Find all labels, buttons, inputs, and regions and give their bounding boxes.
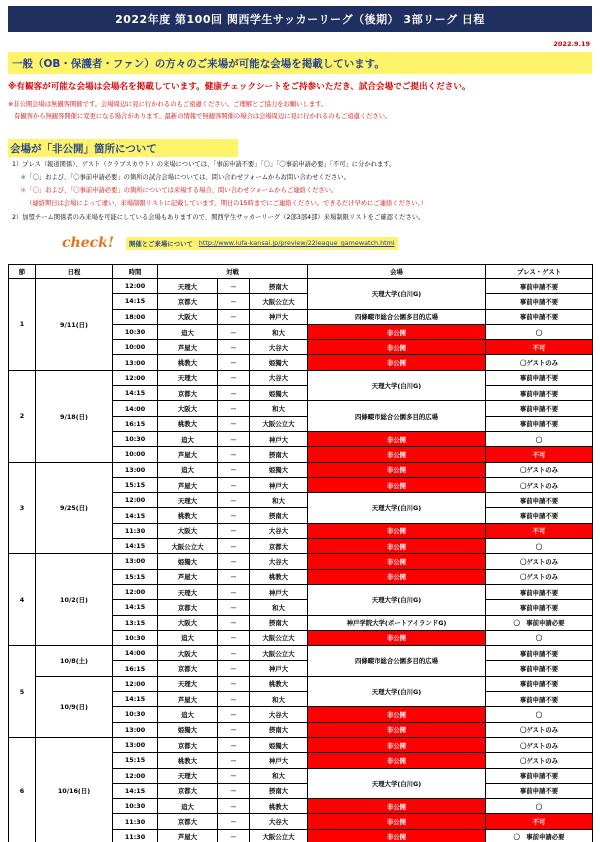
time-cell: 11:30 — [113, 523, 158, 538]
notice-spectator: ※有観客が可能な会場は会場名を掲載しています。健康チェックシートをご持参いただき、試合会場でご提出ください。 — [8, 82, 471, 92]
venue-closed: 非公開 — [308, 737, 486, 752]
time-cell: 18:00 — [113, 309, 158, 324]
venue-closed: 非公開 — [308, 431, 486, 446]
venue-closed: 非公開 — [308, 722, 486, 737]
time-cell: 14:15 — [113, 539, 158, 554]
away-team: 神戸大 — [250, 584, 308, 599]
vs-mark: － — [218, 447, 250, 462]
vs-mark: － — [218, 814, 250, 829]
check-logo: check! — [62, 235, 114, 251]
time-cell: 14:15 — [113, 508, 158, 523]
venue-closed: 非公開 — [308, 554, 486, 569]
time-cell: 11:30 — [113, 829, 158, 842]
access-cell: 〇 — [486, 431, 593, 446]
home-team: 天理大 — [158, 370, 218, 385]
date-cell: 10/16(日) — [36, 737, 113, 842]
header-venue: 会場 — [308, 265, 486, 279]
table-header-row — [9, 265, 593, 279]
home-team: 追大 — [158, 799, 218, 814]
vs-mark: － — [218, 462, 250, 477]
access-cell: 事前申請不要 — [486, 692, 593, 707]
vs-mark: － — [218, 309, 250, 324]
away-team: 摂南大 — [250, 508, 308, 523]
headline-public-venues: 一般（OB・保護者・ファン）の方々のご来場が可能な会場を掲載しています。 — [8, 52, 592, 74]
home-team: 桃教大 — [158, 355, 218, 370]
time-cell: 15:15 — [113, 569, 158, 584]
vs-mark: － — [218, 431, 250, 446]
access-cell: 事前申請不要 — [486, 279, 593, 294]
home-team: 追大 — [158, 630, 218, 645]
vs-mark: － — [218, 416, 250, 431]
away-team: 摂南大 — [250, 722, 308, 737]
away-team: 和大 — [250, 768, 308, 783]
home-team: 京都大 — [158, 294, 218, 309]
venue-closed: 非公開 — [308, 324, 486, 339]
access-cell: 〇 事前申請必要 — [486, 615, 593, 630]
time-cell: 16:15 — [113, 416, 158, 431]
table-row — [9, 462, 593, 477]
venue-closed: 非公開 — [308, 340, 486, 355]
access-cell: 〇 — [486, 324, 593, 339]
venue-closed: 非公開 — [308, 630, 486, 645]
away-team: 摂南大 — [250, 447, 308, 462]
home-team: 天理大 — [158, 493, 218, 508]
vs-mark: － — [218, 554, 250, 569]
time-cell: 13:00 — [113, 722, 158, 737]
page-title: 2022年度 第100回 関西学生サッカーリーグ（後期） 3部リーグ 日程 — [8, 6, 592, 32]
home-team: 天理大 — [158, 676, 218, 691]
home-team: 天理大 — [158, 279, 218, 294]
access-cell: 〇ゲストのみ — [486, 554, 593, 569]
home-team: 天理大 — [158, 768, 218, 783]
section-cell: 6 — [9, 737, 36, 842]
venue-cell: 神戸学院大学(ポートアイランドG) — [308, 615, 486, 630]
header-date: 日程 — [36, 265, 113, 279]
time-cell: 16:15 — [113, 661, 158, 676]
time-cell: 12:00 — [113, 584, 158, 599]
home-team: 大阪大 — [158, 523, 218, 538]
table-row — [9, 646, 593, 661]
venue-cell: 天理大学(白川G) — [308, 279, 486, 310]
access-cell: 不可 — [486, 447, 593, 462]
vs-mark: － — [218, 783, 250, 798]
away-team: 和大 — [250, 324, 308, 339]
check-label: 開催とご来場について — [129, 239, 193, 248]
access-cell: 〇 — [486, 630, 593, 645]
home-team: 芦屋大 — [158, 569, 218, 584]
vs-mark: － — [218, 768, 250, 783]
vs-mark: － — [218, 707, 250, 722]
time-cell: 10:30 — [113, 324, 158, 339]
venue-cell: 四條畷市総合公園多目的広場 — [308, 646, 486, 677]
time-cell: 10:00 — [113, 340, 158, 355]
home-team: 桃教大 — [158, 508, 218, 523]
home-team: 桃教大 — [158, 416, 218, 431]
away-team: 摂南大 — [250, 615, 308, 630]
home-team: 京都大 — [158, 386, 218, 401]
away-team: 桃教大 — [250, 569, 308, 584]
access-cell: 〇ゲストのみ — [486, 462, 593, 477]
access-cell: 〇ゲストのみ — [486, 355, 593, 370]
access-cell: 事前申請不要 — [486, 401, 593, 416]
notice-change: 有観客から無観客開催に変更になる場合があります。最新の情報で無観客開催の場合は会場周辺に見に行かれるのもご遠慮ください。 — [14, 113, 392, 120]
access-cell: 〇ゲストのみ — [486, 753, 593, 768]
home-team: 大阪公立大 — [158, 539, 218, 554]
access-cell: 不可 — [486, 340, 593, 355]
vs-mark: － — [218, 676, 250, 691]
note-1b: ＊「〇」および、「〇事前申請必要」の箇所については来場する場合、問い合わせフォームからご連絡ください。 — [20, 187, 338, 194]
time-cell: 15:15 — [113, 753, 158, 768]
vs-mark: － — [218, 493, 250, 508]
home-team: 京都大 — [158, 737, 218, 752]
vs-mark: － — [218, 600, 250, 615]
access-cell: 〇ゲストのみ — [486, 722, 593, 737]
date-cell: 9/25(日) — [36, 462, 113, 554]
away-team: 神戸大 — [250, 431, 308, 446]
home-team: 京都大 — [158, 600, 218, 615]
vs-mark: － — [218, 722, 250, 737]
venue-closed: 非公開 — [308, 523, 486, 538]
vs-mark: － — [218, 386, 250, 401]
vs-mark: － — [218, 294, 250, 309]
date-cell: 10/8(土) — [36, 646, 113, 677]
note-1: 1）プレス（報道関係）、ゲスト（クラブスカウト）の来場については、「事前申請不要」「〇」「〇事前申請必要」「不可」に分かれます。 — [12, 161, 396, 168]
venue-closed: 非公開 — [308, 569, 486, 584]
access-cell: 事前申請不要 — [486, 783, 593, 798]
document-date: 2022.9.19 — [553, 40, 590, 48]
venue-cell: 天理大学(白川G) — [308, 493, 486, 524]
access-cell: 〇 — [486, 539, 593, 554]
vs-mark: － — [218, 523, 250, 538]
vs-mark: － — [218, 370, 250, 385]
notice-closed-venue: ※非公開会場は無観客開催です。会場周辺に見に行かれるのもご遠慮ください。ご理解とご協力をお願いします。 — [8, 101, 328, 108]
venue-closed: 非公開 — [308, 753, 486, 768]
home-team: 芦屋大 — [158, 340, 218, 355]
section-cell: 2 — [9, 370, 36, 462]
time-cell: 11:30 — [113, 814, 158, 829]
vs-mark: － — [218, 753, 250, 768]
time-cell: 10:30 — [113, 707, 158, 722]
time-cell: 13:00 — [113, 554, 158, 569]
time-cell: 12:00 — [113, 493, 158, 508]
time-cell: 12:00 — [113, 279, 158, 294]
access-cell: 〇 — [486, 707, 593, 722]
home-team: 芦屋大 — [158, 692, 218, 707]
vs-mark: － — [218, 615, 250, 630]
away-team: 大阪公立大 — [250, 294, 308, 309]
venue-closed: 非公開 — [308, 477, 486, 492]
vs-mark: － — [218, 340, 250, 355]
date-cell: 10/2(日) — [36, 554, 113, 646]
home-team: 大阪大 — [158, 309, 218, 324]
away-team: 摂南大 — [250, 783, 308, 798]
headline-closed-venues: 会場が「非公開」箇所について — [8, 139, 238, 157]
home-team: 芦屋大 — [158, 447, 218, 462]
time-cell: 12:00 — [113, 370, 158, 385]
away-team: 和大 — [250, 600, 308, 615]
home-team: 京都大 — [158, 661, 218, 676]
venue-closed: 非公開 — [308, 814, 486, 829]
away-team: 大阪公立大 — [250, 829, 308, 842]
time-cell: 14:00 — [113, 646, 158, 661]
away-team: 姫獨大 — [250, 386, 308, 401]
venue-cell: 天理大学(白川G) — [308, 768, 486, 799]
access-cell: 〇ゲストのみ — [486, 477, 593, 492]
access-cell: 事前申請不要 — [486, 768, 593, 783]
header-section: 節 — [9, 265, 36, 279]
venue-cell: 四條畷市総合公園多目的広場 — [308, 309, 486, 324]
away-team: 京都大 — [250, 539, 308, 554]
access-cell: 事前申請不要 — [486, 584, 593, 599]
time-cell: 10:30 — [113, 799, 158, 814]
access-cell: 事前申請不要 — [486, 416, 593, 431]
vs-mark: － — [218, 401, 250, 416]
date-cell: 9/11(日) — [36, 279, 113, 371]
vs-mark: － — [218, 584, 250, 599]
vs-mark: － — [218, 737, 250, 752]
vs-mark: － — [218, 324, 250, 339]
section-cell: 5 — [9, 646, 36, 738]
section-cell: 4 — [9, 554, 36, 646]
date-cell: 9/18(日) — [36, 370, 113, 462]
schedule-table — [8, 264, 593, 842]
section-cell: 3 — [9, 462, 36, 554]
away-team: 摂南大 — [250, 279, 308, 294]
time-cell: 10:00 — [113, 447, 158, 462]
header-time: 時間 — [113, 265, 158, 279]
time-cell: 14:15 — [113, 692, 158, 707]
home-team: 追大 — [158, 462, 218, 477]
access-cell: 事前申請不要 — [486, 493, 593, 508]
table-row — [9, 370, 593, 385]
away-team: 姫獨大 — [250, 737, 308, 752]
vs-mark: － — [218, 508, 250, 523]
away-team: 神戸大 — [250, 309, 308, 324]
vs-mark: － — [218, 829, 250, 842]
vs-mark: － — [218, 799, 250, 814]
access-cell: 事前申請不要 — [486, 661, 593, 676]
away-team: 大谷大 — [250, 707, 308, 722]
date-cell: 10/9(日) — [36, 676, 113, 737]
access-cell: 事前申請不要 — [486, 600, 593, 615]
venue-cell: 天理大学(白川G) — [308, 676, 486, 707]
vs-mark: － — [218, 692, 250, 707]
time-cell: 12:00 — [113, 676, 158, 691]
time-cell: 10:30 — [113, 431, 158, 446]
note-2: 2）加盟チーム関係者のみ来場を可能にしている会場もありますので、関西学生サッカーリーグ（2部3部4部）来場制限リストをご確認ください。 — [12, 214, 425, 221]
home-team: 姫獨大 — [158, 554, 218, 569]
note-1a: ＊「〇」および、「〇事前申請必要」の箇所の試合会場については、問い合わせフォームからお問い合わせください。 — [20, 174, 350, 181]
vs-mark: － — [218, 630, 250, 645]
away-team: 和大 — [250, 401, 308, 416]
table-row — [9, 676, 593, 691]
time-cell: 14:15 — [113, 783, 158, 798]
table-row — [9, 554, 593, 569]
time-cell: 12:00 — [113, 768, 158, 783]
time-cell: 14:00 — [113, 401, 158, 416]
away-team: 神戸大 — [250, 661, 308, 676]
venue-closed: 非公開 — [308, 355, 486, 370]
access-cell: 事前申請不要 — [486, 676, 593, 691]
away-team: 大阪公立大 — [250, 630, 308, 645]
home-team: 追大 — [158, 431, 218, 446]
header-match: 対戦 — [158, 265, 308, 279]
away-team: 大谷大 — [250, 814, 308, 829]
access-cell: 〇 — [486, 799, 593, 814]
vs-mark: － — [218, 477, 250, 492]
time-cell: 14:15 — [113, 600, 158, 615]
access-cell: 事前申請不要 — [486, 386, 593, 401]
access-cell: 事前申請不要 — [486, 508, 593, 523]
section-cell: 1 — [9, 279, 36, 371]
home-team: 大阪大 — [158, 615, 218, 630]
away-team: 和大 — [250, 493, 308, 508]
access-cell: 不可 — [486, 814, 593, 829]
home-team: 追大 — [158, 707, 218, 722]
vs-mark: － — [218, 661, 250, 676]
access-cell: 〇ゲストのみ — [486, 569, 593, 584]
venue-closed: 非公開 — [308, 829, 486, 842]
access-cell: 〇ゲストのみ — [486, 737, 593, 752]
away-team: 姫獨大 — [250, 462, 308, 477]
home-team: 大阪大 — [158, 401, 218, 416]
away-team: 姫獨大 — [250, 355, 308, 370]
access-cell: 事前申請不要 — [486, 370, 593, 385]
vs-mark: － — [218, 355, 250, 370]
home-team: 天理大 — [158, 584, 218, 599]
away-team: 大谷大 — [250, 340, 308, 355]
access-cell: 事前申請不要 — [486, 309, 593, 324]
away-team: 大谷大 — [250, 370, 308, 385]
venue-closed: 非公開 — [308, 707, 486, 722]
home-team: 芦屋大 — [158, 477, 218, 492]
venue-closed: 非公開 — [308, 539, 486, 554]
header-access: プレス・ゲスト — [486, 265, 593, 279]
away-team: 桃教大 — [250, 799, 308, 814]
time-cell: 14:15 — [113, 386, 158, 401]
gamewatch-link[interactable]: http://www.iufa-kansai.jp/preview/22league_gamewatch.html — [198, 239, 395, 247]
venue-closed: 非公開 — [308, 799, 486, 814]
venue-cell: 四條畷市総合公園多目的広場 — [308, 401, 486, 432]
venue-closed: 非公開 — [308, 462, 486, 477]
away-team: 神戸大 — [250, 753, 308, 768]
venue-closed: 非公開 — [308, 447, 486, 462]
away-team: 大阪公立大 — [250, 646, 308, 661]
home-team: 姫獨大 — [158, 722, 218, 737]
note-1c: （連絡期日は会場によって違い、来場制限リストに記載しています。期日の15時までにご連絡ください。できるだけ早めにご連絡ください。） — [26, 200, 427, 207]
table-row — [9, 737, 593, 752]
table-row — [9, 279, 593, 294]
time-cell: 13:00 — [113, 737, 158, 752]
check-link-box — [126, 237, 398, 250]
away-team: 大谷大 — [250, 554, 308, 569]
vs-mark: － — [218, 279, 250, 294]
away-team: 桃教大 — [250, 676, 308, 691]
time-cell: 14:15 — [113, 294, 158, 309]
time-cell: 13:00 — [113, 355, 158, 370]
access-cell: 〇 事前申請必要 — [486, 829, 593, 842]
away-team: 和大 — [250, 692, 308, 707]
home-team: 大阪大 — [158, 646, 218, 661]
home-team: 追大 — [158, 324, 218, 339]
away-team: 大阪公立大 — [250, 416, 308, 431]
access-cell: 事前申請不要 — [486, 294, 593, 309]
time-cell: 10:30 — [113, 630, 158, 645]
check-banner — [62, 234, 398, 252]
access-cell: 不可 — [486, 523, 593, 538]
access-cell: 事前申請不要 — [486, 646, 593, 661]
away-team: 神戸大 — [250, 477, 308, 492]
vs-mark: － — [218, 646, 250, 661]
time-cell: 15:15 — [113, 477, 158, 492]
away-team: 大谷大 — [250, 523, 308, 538]
venue-cell: 天理大学(白川G) — [308, 370, 486, 401]
home-team: 京都大 — [158, 783, 218, 798]
home-team: 桃教大 — [158, 753, 218, 768]
venue-cell: 天理大学(白川G) — [308, 584, 486, 615]
time-cell: 13:00 — [113, 462, 158, 477]
schedule-body — [9, 279, 593, 842]
vs-mark: － — [218, 539, 250, 554]
vs-mark: － — [218, 569, 250, 584]
time-cell: 13:15 — [113, 615, 158, 630]
home-team: 芦屋大 — [158, 829, 218, 842]
home-team: 京都大 — [158, 814, 218, 829]
